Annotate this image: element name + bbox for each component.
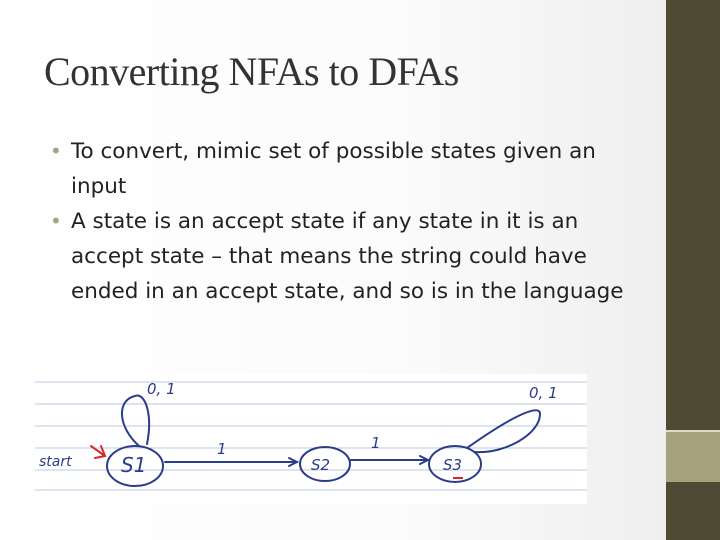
s3-loop-label: 0, 1: [529, 384, 558, 402]
bullet-text: To convert, mimic set of possible states given an input: [71, 139, 596, 199]
handwritten-dfa-diagram: [35, 374, 587, 504]
sidebar-dark-band: [666, 0, 720, 430]
sidebar-light-band: [666, 430, 720, 482]
bullet-item: [44, 134, 644, 204]
bullet-list: [44, 134, 644, 309]
state-s2-label: S2: [311, 456, 331, 474]
sidebar-bottom-band: [666, 482, 720, 540]
dfa-sketch: [35, 374, 587, 504]
s2-s3-label: 1: [371, 434, 381, 452]
s3-self-loop: [467, 410, 540, 452]
s1-self-loop: [122, 396, 149, 446]
bullet-text: A state is an accept state if any state in it is an accept state – that means the string could have ended in an accept state, and so is in the language: [71, 209, 624, 304]
s1-s2-label: 1: [217, 440, 227, 458]
state-s3-label: S3: [443, 456, 463, 474]
sidebar-divider: [666, 430, 720, 432]
bullet-item: [44, 204, 644, 309]
state-s1-label: S1: [121, 453, 147, 477]
decorative-sidebar: [666, 0, 720, 540]
bullet-mark-icon: •: [50, 139, 62, 163]
bullet-mark-icon: •: [50, 209, 62, 233]
slide-title: Converting NFAs to DFAs: [44, 49, 459, 94]
s1-loop-label: 0, 1: [147, 380, 176, 398]
start-label: start: [39, 454, 72, 470]
